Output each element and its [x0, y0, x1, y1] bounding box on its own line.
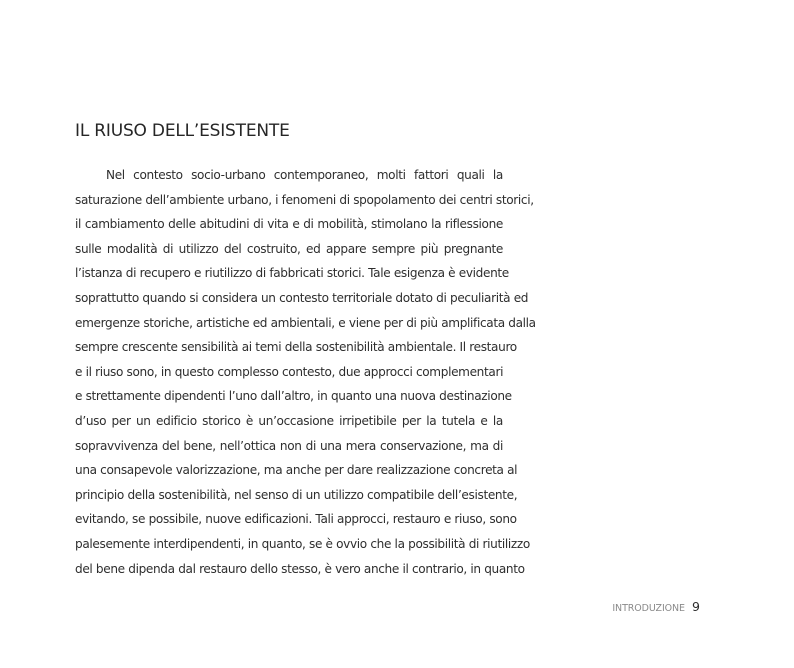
- paragraph-line: del bene dipenda dal restauro dello stesso, è vero anche il contrario, in quanto: [75, 561, 525, 576]
- paragraph-line: l’istanza di recupero e riutilizzo di fabbricati storici. Tale esigenza è evidente: [75, 266, 509, 281]
- paragraph-line: emergenze storiche, artistiche ed ambientali, e viene per di più amplificata dalla: [75, 315, 536, 330]
- paragraph-line: sopravvivenza del bene, nell’ottica non di una mera conservazione, ma di: [75, 438, 503, 453]
- paragraph-line: saturazione dell’ambiente urbano, i fenomeni di spopolamento dei centri storici,: [75, 192, 534, 207]
- paragraph-line: palesemente interdipendenti, in quanto, se è ovvio che la possibilità di riutilizzo: [75, 536, 530, 551]
- page-title: IL RIUSO DELL’ESISTENTE: [75, 121, 290, 141]
- paragraph-line: evitando, se possibile, nuove edificazioni. Tali approcci, restauro e riuso, sono: [75, 512, 517, 527]
- paragraph-line: e il riuso sono, in questo complesso contesto, due approcci complementari: [75, 364, 504, 379]
- paragraph-line: principio della sostenibilità, nel senso di un utilizzo compatibile dell’esistente,: [75, 487, 518, 502]
- body-paragraph: [75, 163, 536, 581]
- paragraph-line: d’uso per un edificio storico è un’occasione irripetibile per la tutela e la: [75, 413, 503, 428]
- page-footer: [560, 596, 700, 615]
- paragraph-line: una consapevole valorizzazione, ma anche per dare realizzazione concreta al: [75, 463, 518, 478]
- paragraph-line: soprattutto quando si considera un contesto territoriale dotato di peculiarità ed: [75, 290, 529, 305]
- paragraph-line: Nel contesto socio-urbano contemporaneo, molti fattori quali la: [106, 168, 503, 182]
- paragraph-line: e strettamente dipendenti l’uno dall’altro, in quanto una nuova destinazione: [75, 389, 512, 404]
- paragraph-line: sulle modalità di utilizzo del costruito, ed appare sempre più pregnante: [75, 241, 503, 256]
- page-number: 9: [692, 599, 700, 614]
- footer-section-label: INTRODUZIONE: [612, 603, 685, 614]
- paragraph-line: sempre crescente sensibilità ai temi della sostenibilità ambientale. Il restauro: [75, 340, 517, 355]
- paragraph-line: il cambiamento delle abitudini di vita e di mobilità, stimolano la riflessione: [75, 217, 503, 232]
